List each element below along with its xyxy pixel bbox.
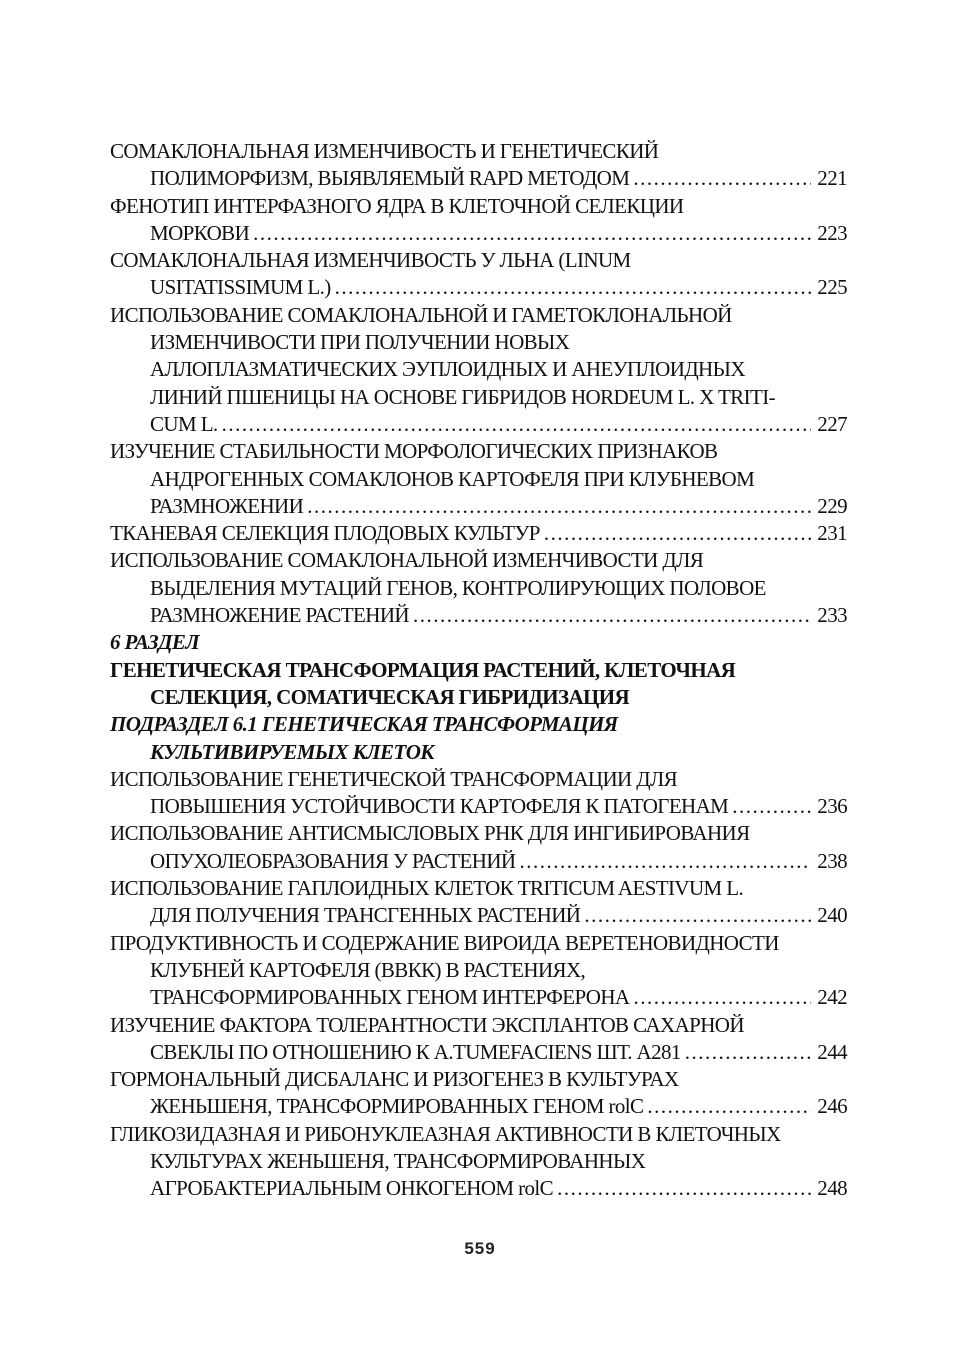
toc-entry-last-line: [110, 1039, 847, 1066]
toc-entry-line: ВЫДЕЛЕНИЯ МУТАЦИЙ ГЕНОВ, КОНТРОЛИРУЮЩИХ ПОЛОВОЕ: [150, 575, 766, 600]
toc-entry-last-line: [110, 902, 847, 929]
toc-entry-title-text: ЖЕНЬШЕНЯ, ТРАНСФОРМИРОВАННЫХ ГЕНОМ rolC: [150, 1094, 644, 1119]
subsection-title-line-2: КУЛЬТИВИРУЕМЫХ КЛЕТОК: [150, 739, 434, 764]
dot-leader: [519, 848, 811, 875]
dot-leader: [544, 520, 811, 547]
toc-entry-line: ИЗМЕНЧИВОСТИ ПРИ ПОЛУЧЕНИИ НОВЫХ: [150, 330, 570, 355]
toc-entry-line: СОМАКЛОНАЛЬНАЯ ИЗМЕНЧИВОСТЬ У ЛЬНА (LINUM: [110, 248, 631, 273]
toc-entry[interactable]: [110, 302, 847, 438]
toc-entry-title-text: РАЗМНОЖЕНИИ: [150, 493, 304, 518]
toc-entry-title-text: СВЕКЛЫ ПО ОТНОШЕНИЮ К A.TUMEFACIENS ШТ. A281: [150, 1039, 681, 1064]
toc-entry-title-text: АГРОБАКТЕРИАЛЬНЫМ ОНКОГЕНОМ rolC: [150, 1176, 554, 1201]
toc-entry-last-line: [110, 1093, 847, 1120]
toc-entry-title-text: ДЛЯ ПОЛУЧЕНИЯ ТРАНСГЕННЫХ РАСТЕНИЙ: [150, 903, 581, 928]
toc-entry[interactable]: [110, 193, 847, 248]
toc-entry-line: ПРОДУКТИВНОСТЬ И СОДЕРЖАНИЕ ВИРОИДА ВЕРЕТЕНОВИДНОСТИ: [110, 930, 779, 955]
toc-entry-page-number: 223: [817, 220, 847, 245]
toc-entry-title-text: USITATISSIMUM L.): [150, 275, 331, 300]
toc-entry[interactable]: [110, 1066, 847, 1121]
toc-entry-page-number: 221: [817, 166, 847, 191]
subsection-title-line-1: ПОДРАЗДЕЛ 6.1 ГЕНЕТИЧЕСКАЯ ТРАНСФОРМАЦИЯ: [110, 712, 618, 737]
toc-entry-last-line: [110, 984, 847, 1011]
section-title-line-1: ГЕНЕТИЧЕСКАЯ ТРАНСФОРМАЦИЯ РАСТЕНИЙ, КЛЕТОЧНАЯ: [110, 657, 736, 682]
toc-entry-page-number: 233: [817, 603, 847, 628]
table-of-contents: [110, 138, 847, 1203]
toc-entry-title-text: РАЗМНОЖЕНИЕ РАСТЕНИЙ: [150, 603, 409, 628]
dot-leader: [222, 411, 811, 438]
toc-entry-page-number: 227: [817, 411, 847, 436]
toc-entry-page-number: 231: [817, 521, 847, 546]
toc-entry-last-line: [110, 520, 847, 547]
section-title-line-2: СЕЛЕКЦИЯ, СОМАТИЧЕСКАЯ ГИБРИДИЗАЦИЯ: [150, 684, 630, 709]
toc-entry-title-text: ПОЛИМОРФИЗМ, ВЫЯВЛЯЕМЫЙ RAPD МЕТОДОМ: [150, 166, 630, 191]
toc-entry[interactable]: [110, 520, 847, 547]
toc-entry-title-text: CUM L.: [150, 411, 218, 436]
dot-leader: [633, 165, 811, 192]
toc-entry-page-number: 238: [817, 848, 847, 873]
toc-entry-line: СОМАКЛОНАЛЬНАЯ ИЗМЕНЧИВОСТЬ И ГЕНЕТИЧЕСКИЙ: [110, 139, 659, 163]
toc-entry-line: ИЗУЧЕНИЕ ФАКТОРА ТОЛЕРАНТНОСТИ ЭКСПЛАНТОВ САХАРНОЙ: [110, 1012, 744, 1037]
dot-leader: [413, 602, 811, 629]
toc-entry-line: ГОРМОНАЛЬНЫЙ ДИСБАЛАНС И РИЗОГЕНЕЗ В КУЛЬТУРАХ: [110, 1067, 679, 1092]
page-number: 559: [464, 1239, 496, 1258]
toc-entry[interactable]: [110, 1012, 847, 1067]
dot-leader: [732, 793, 811, 820]
toc-entry-line: АНДРОГЕННЫХ СОМАКЛОНОВ КАРТОФЕЛЯ ПРИ КЛУБНЕВОМ: [150, 466, 755, 491]
toc-entry-title-text: ОПУХОЛЕОБРАЗОВАНИЯ У РАСТЕНИЙ: [150, 848, 516, 873]
dot-leader: [307, 493, 811, 520]
toc-entries-block-1: [110, 138, 847, 629]
toc-entry[interactable]: [110, 875, 847, 930]
toc-entry-line: ФЕНОТИП ИНТЕРФАЗНОГО ЯДРА В КЛЕТОЧНОЙ СЕЛЕКЦИИ: [110, 193, 684, 218]
toc-entry[interactable]: [110, 247, 847, 302]
toc-entry[interactable]: [110, 766, 847, 821]
section-label: 6 РАЗДЕЛ: [110, 630, 200, 655]
toc-entry-last-line: [110, 220, 847, 247]
toc-entry-line: АЛЛОПЛАЗМАТИЧЕСКИХ ЭУПЛОИДНЫХ И АНЕУПЛОИДНЫХ: [150, 357, 745, 382]
toc-entry-last-line: [110, 848, 847, 875]
dot-leader: [584, 902, 811, 929]
toc-entry-page-number: 242: [817, 985, 847, 1010]
toc-entry-last-line: [110, 1175, 847, 1202]
toc-entry-title-text: ТКАНЕВАЯ СЕЛЕКЦИЯ ПЛОДОВЫХ КУЛЬТУР: [110, 521, 540, 546]
toc-entry[interactable]: [110, 930, 847, 1012]
toc-entry-title-text: ТРАНСФОРМИРОВАННЫХ ГЕНОМ ИНТЕРФЕРОНА: [150, 985, 630, 1010]
dot-leader: [685, 1039, 811, 1066]
toc-entry-line: ГЛИКОЗИДАЗНАЯ И РИБОНУКЛЕАЗНАЯ АКТИВНОСТИ В КЛЕТОЧНЫХ: [110, 1121, 781, 1146]
toc-entry-page-number: 244: [817, 1039, 847, 1064]
toc-entry[interactable]: [110, 438, 847, 520]
toc-entry-line: ИСПОЛЬЗОВАНИЕ СОМАКЛОНАЛЬНОЙ И ГАМЕТОКЛОНАЛЬНОЙ: [110, 302, 732, 327]
toc-entry-page-number: 248: [817, 1176, 847, 1201]
toc-entry[interactable]: [110, 1121, 847, 1203]
dot-leader: [647, 1093, 811, 1120]
toc-entry-title-text: МОРКОВИ: [150, 220, 250, 245]
dot-leader: [335, 274, 811, 301]
toc-entry-last-line: [110, 493, 847, 520]
dot-leader: [633, 984, 811, 1011]
toc-entry-last-line: [110, 165, 847, 192]
toc-entry-last-line: [110, 274, 847, 301]
dot-leader: [557, 1175, 811, 1202]
toc-entry-line: ИСПОЛЬЗОВАНИЕ ГЕНЕТИЧЕСКОЙ ТРАНСФОРМАЦИИ ДЛЯ: [110, 766, 678, 791]
toc-entry-page-number: 236: [817, 794, 847, 819]
toc-entries-block-2: [110, 766, 847, 1203]
toc-entry-page-number: 225: [817, 275, 847, 300]
toc-entry-line: ЛИНИЙ ПШЕНИЦЫ НА ОСНОВЕ ГИБРИДОВ HORDEUM L. X TRITI-: [150, 384, 775, 409]
toc-entry-last-line: [110, 602, 847, 629]
toc-entry-page-number: 229: [817, 493, 847, 518]
toc-entry-line: КУЛЬТУРАХ ЖЕНЬШЕНЯ, ТРАНСФОРМИРОВАННЫХ: [150, 1148, 646, 1173]
toc-entry-line: КЛУБНЕЙ КАРТОФЕЛЯ (ВВКК) В РАСТЕНИЯХ,: [150, 957, 586, 982]
toc-entry-page-number: 246: [817, 1094, 847, 1119]
toc-entry[interactable]: [110, 820, 847, 875]
dot-leader: [253, 220, 811, 247]
toc-entry-title-text: ПОВЫШЕНИЯ УСТОЙЧИВОСТИ КАРТОФЕЛЯ К ПАТОГЕНАМ: [150, 794, 729, 819]
toc-entry-line: ИЗУЧЕНИЕ СТАБИЛЬНОСТИ МОРФОЛОГИЧЕСКИХ ПРИЗНАКОВ: [110, 439, 718, 464]
toc-entry-last-line: [110, 793, 847, 820]
toc-entry-line: ИСПОЛЬЗОВАНИЕ ГАПЛОИДНЫХ КЛЕТОК TRITICUM AESTIVUM L.: [110, 876, 744, 901]
toc-entry[interactable]: [110, 547, 847, 629]
toc-entry-line: ИСПОЛЬЗОВАНИЕ СОМАКЛОНАЛЬНОЙ ИЗМЕНЧИВОСТИ ДЛЯ: [110, 548, 704, 573]
toc-entry-line: ИСПОЛЬЗОВАНИЕ АНТИСМЫСЛОВЫХ РНК ДЛЯ ИНГИБИРОВАНИЯ: [110, 821, 750, 846]
toc-entry-last-line: [110, 411, 847, 438]
toc-entry[interactable]: [110, 138, 847, 193]
toc-entry-page-number: 240: [817, 903, 847, 928]
